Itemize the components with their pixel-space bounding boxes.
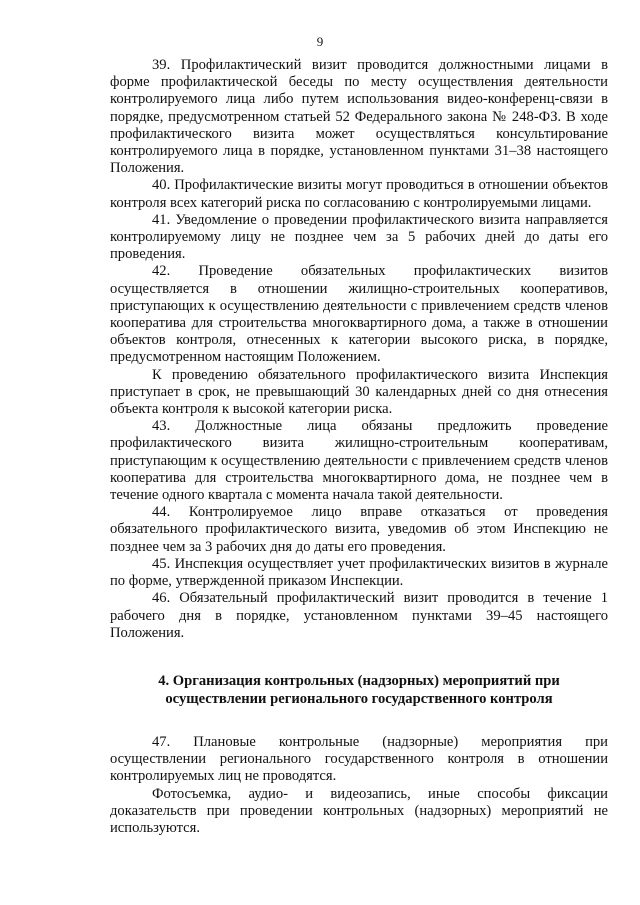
paragraph-40: 40. Профилактические визиты могут проводиться в отношении объектов контроля всех категорий риска по согласованию с контролируемыми лицами. — [110, 177, 608, 211]
paragraph-47: 47. Плановые контрольные (надзорные) мероприятия при осуществлении регионального государственного контроля в отношении контролируемых лиц не проводятся. — [110, 733, 608, 785]
section-heading — [110, 672, 608, 708]
page-number: 9 — [316, 34, 324, 49]
paragraph-46: 46. Обязательный профилактический визит проводится в течение 1 рабочего дня в порядке, установленном пунктами 39–45 настоящего Положения. — [110, 590, 608, 641]
paragraph-44: 44. Контролируемое лицо вправе отказаться от проведения обязательного профилактического визита, уведомив об этом Инспекцию не позднее чем за 3 рабочих дня до даты его проведения. — [110, 504, 608, 555]
paragraph-39: 39. Профилактический визит проводится должностными лицами в форме профилактической беседы по месту осуществления деятельности контролируемого лица либо путем использования видео-конференц-связи в порядке, предусмотренном статьей 52 Федерального закона № 248-ФЗ. В ходе профилактического визита может осуществляться консультирование контролируемого лица в порядке, установленном пунктами 31–38 настоящего Положения. — [110, 57, 608, 177]
paragraph-45: 45. Инспекция осуществляет учет профилактических визитов в журнале по форме, утвержденной приказом Инспекции. — [110, 555, 608, 590]
paragraph-42: 42. Проведение обязательных профилактических визитов осуществляется в отношении жилищно-строительных кооперативов, приступающих к осуществлению деятельности с привлечением средств членов кооператива для строительства многоквартирного дома, а также в отношении объектов контроля, отнесенных к категории высокого риска, в порядке, предусмотренном настоящим Положением. — [110, 263, 608, 366]
paragraph-43: 43. Должностные лица обязаны предложить проведение профилактического визита жилищно-строительным кооперативам, приступающим к осуществлению деятельности с привлечением средств членов кооператива для строительства многоквартирного дома, не позднее чем в течение одного квартала с момента начала такой деятельности. — [110, 418, 608, 504]
document-body — [110, 57, 608, 837]
paragraph-42-continuation: К проведению обязательного профилактического визита Инспекция приступает в срок, не превышающий 30 календарных дней со дня отнесения объекта контроля к высокой категории риска. — [110, 366, 608, 418]
section-heading-line-1: 4. Организация контрольных (надзорных) мероприятий при — [158, 672, 560, 689]
section-heading-line-2: осуществлении регионального государственного контроля — [165, 690, 553, 707]
paragraph-41: 41. Уведомление о проведении профилактического визита направляется контролируемому лицу не позднее чем за 5 рабочих дней до даты его проведения. — [110, 211, 608, 263]
paragraph-evidence: Фотосъемка, аудио- и видеозапись, иные способы фиксации доказательств при проведении контрольных (надзорных) мероприятий не используются. — [110, 785, 608, 836]
